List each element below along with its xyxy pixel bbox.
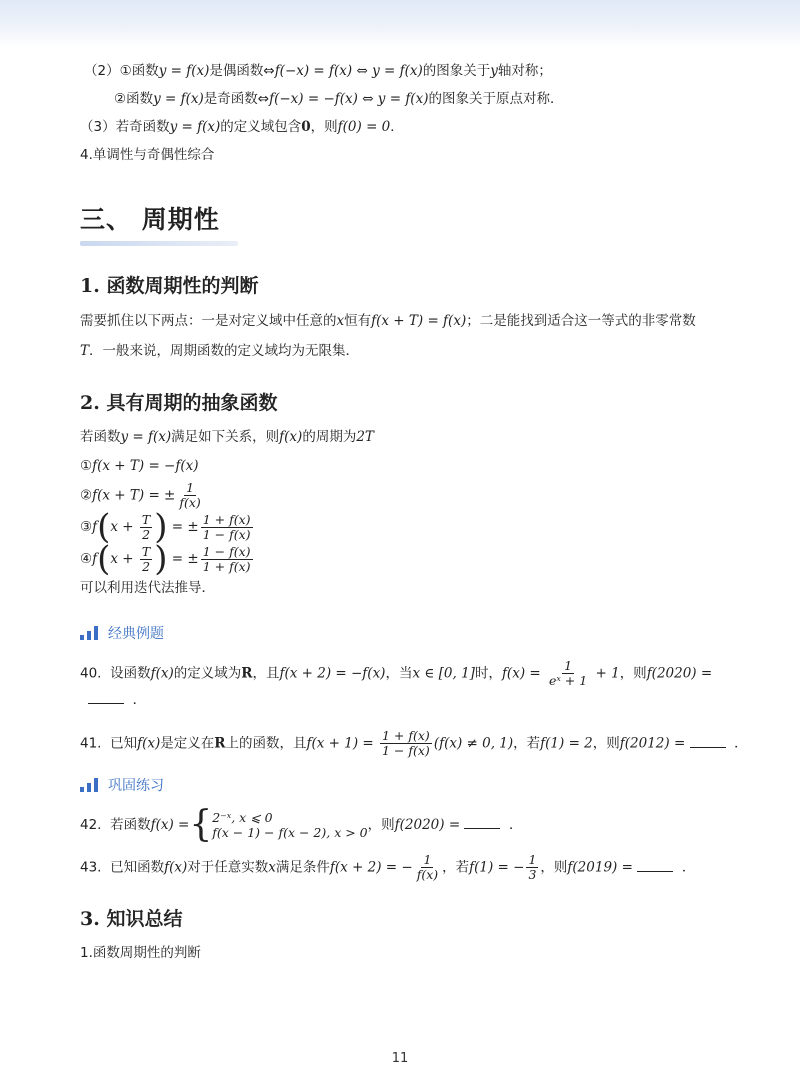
subsection-2-title: 2. 具有周期的抽象函数 <box>80 392 278 414</box>
answer-blank[interactable] <box>637 859 673 872</box>
question-42: 42. 若函数f(x) ={ 2⁻ˣ, x ⩽ 0 f(x − 1) − f(x − 2), x > 0 ，则f(2020) = ． <box>80 804 523 845</box>
condition-4: ④f(x + $\frac{T}{2}$ ) = ± $\frac{1 - f(x)}{1 + f(x)}$ <box>80 539 251 579</box>
condition-2: ②f(x + T) = ± $\frac{1}{f(x)}$ <box>80 480 201 510</box>
examples-heading: 经典例题 <box>80 623 164 643</box>
header-band <box>0 0 800 48</box>
bar-chart-icon <box>80 778 98 792</box>
question-40-answer[interactable]: ． <box>88 690 146 710</box>
answer-blank[interactable] <box>88 691 124 704</box>
practice-heading: 巩固练习 <box>80 775 164 795</box>
s1-paragraph-line1: 需要抓住以下两点：一是对定义域中任意的x恒有f(x + T) = f(x)；二是能找到适合这一等式的非零常数 <box>80 313 696 329</box>
answer-blank[interactable] <box>464 816 500 829</box>
parity-line-4: 4.单调性与奇偶性综合 <box>80 147 215 163</box>
bar-chart-icon <box>80 626 98 640</box>
s2-intro: 若函数y = f(x)满足如下关系，则f(x)的周期为2T <box>80 429 374 445</box>
parity-line-3: （3）若奇函数y = f(x)的定义域包含0，则f(0) = 0． <box>80 119 404 135</box>
subsection-1-title: 1. 函数周期性的判断 <box>80 275 259 297</box>
question-41: 41. 已知f(x)是定义在R上的函数，且f(x + 1) = $\frac{1 + f(x)}{1 - f(x)}$ (f(x) ≠ 0, 1)，若f(1) = 2，则f(2012) = ． <box>80 728 748 758</box>
question-43: 43. 已知函数f(x)对于任意实数x满足条件f(x + 2) = − $\frac{1}{f(x)}$ ，若f(1) = − $\frac{1}{3}$ ，则f(2019) = ． <box>80 852 696 882</box>
s2-note: 可以利用迭代法推导． <box>80 580 215 596</box>
parity-line-2b: ②函数y = f(x)是奇函数⇔f(−x) = −f(x) ⇔ y = f(x)的图象关于原点对称． <box>114 91 564 107</box>
condition-1: ①f(x + T) = −f(x) <box>80 458 199 474</box>
page-number: 11 <box>391 1051 409 1066</box>
answer-blank[interactable] <box>690 735 726 748</box>
subsection-3-title: 3. 知识总结 <box>80 908 183 930</box>
condition-3: ③f(x + $\frac{T}{2}$ ) = ± $\frac{1 + f(x)}{1 - f(x)}$ <box>80 507 251 547</box>
s3-item-1: 1.函数周期性的判断 <box>80 945 201 961</box>
question-40: 40. 设函数f(x)的定义域为R，且f(x + 2) = −f(x)，当x ∈ [0, 1]时，f(x) = $\frac{1}{\text{eˣ + 1}}$ + 1，则f(2020) = <box>80 658 713 688</box>
parity-line-2a: （2）①函数y = f(x)是偶函数⇔f(−x) = f(x) ⇔ y = f(x)的图象关于y轴对称； <box>84 63 552 79</box>
s1-paragraph-line2: T．一般来说，周期函数的定义域均为无限集． <box>80 343 360 359</box>
section-title-underline <box>80 241 238 246</box>
section-title: 三、 周期性 <box>80 205 220 234</box>
